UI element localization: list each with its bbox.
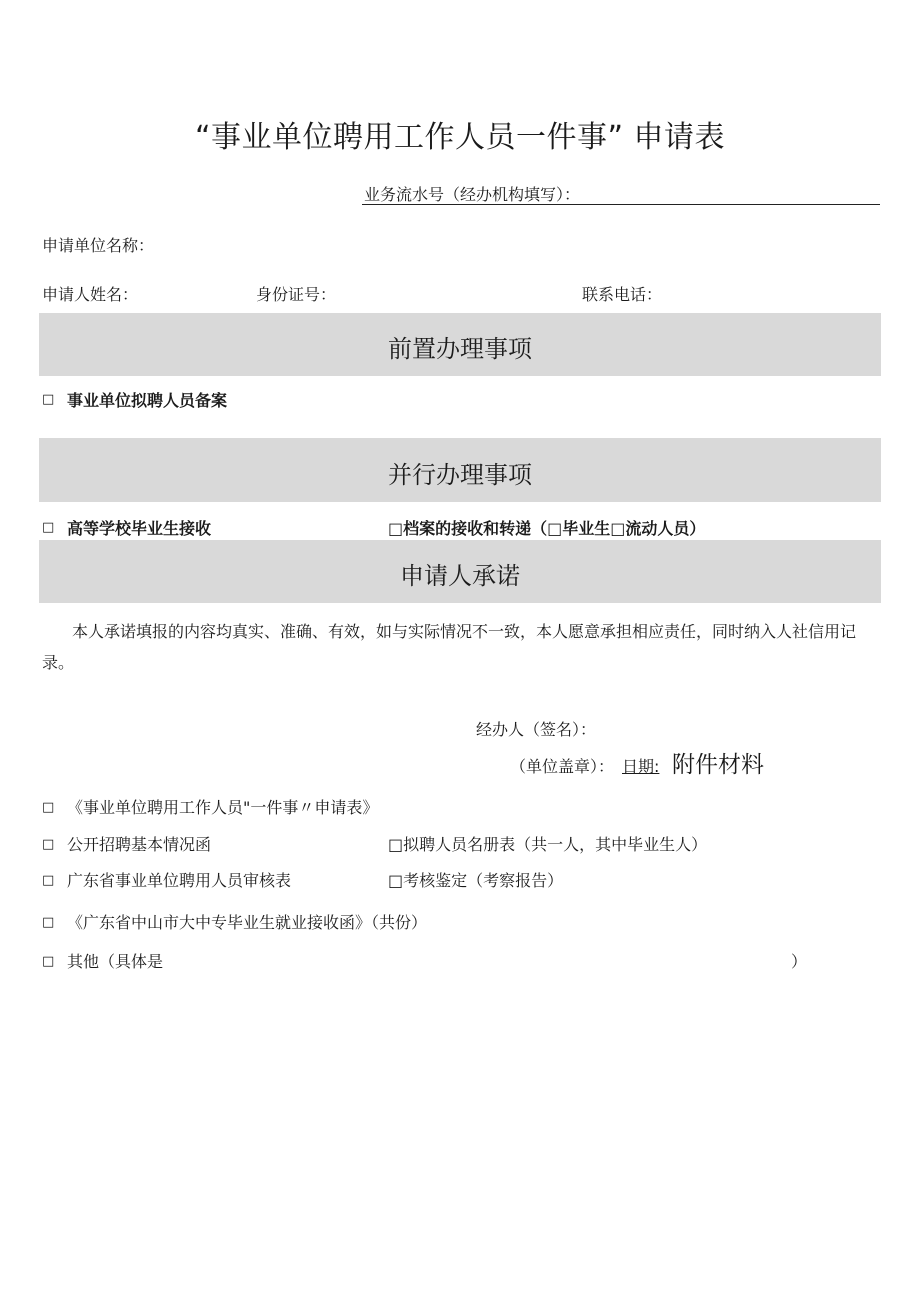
checkbox-attachment-review-form[interactable]: □ [42, 873, 55, 888]
attachment-other-close-paren: ） [791, 952, 808, 971]
date-label: 日期: [622, 757, 660, 776]
checkbox-attachment-application-form[interactable]: □ [42, 800, 55, 815]
attachment-assessment-report[interactable]: □考核鉴定（考察报告） [388, 871, 564, 890]
checkbox-pre-filing[interactable]: □ [42, 392, 55, 407]
section-parallel-title: 并行办理事项 [388, 460, 532, 489]
section-promise-title: 申请人承诺 [400, 562, 520, 590]
serial-number-label: 业务流水号（经办机构填写）： [364, 185, 581, 204]
phone-label: 联系电话： [582, 285, 663, 304]
checkbox-attachment-other[interactable]: □ [42, 954, 55, 969]
attachment-acceptance-letter-label: 《广东省中山市大中专毕业生就业接收函》（共份） [67, 913, 428, 932]
attachment-application-form-label: 《事业单位聘用工作人员"一件事〃申请表》 [67, 798, 379, 817]
promise-paragraph: 本人承诺填报的内容均真实、准确、有效，如与实际情况不一致，本人愿意承担相应责任，同时纳入人社信用记录。 [42, 622, 857, 672]
checkbox-attachment-acceptance-letter[interactable]: □ [42, 915, 55, 930]
unit-name-label: 申请单位名称： [42, 236, 155, 255]
attachments-heading: 附件材料 [672, 752, 764, 778]
attachment-review-form-label: 广东省事业单位聘用人员审核表 [67, 871, 292, 890]
section-pre-title: 前置办理事项 [388, 335, 532, 363]
attachment-candidate-roster[interactable]: □拟聘人员名册表（共一人，其中毕业生人） [388, 835, 708, 854]
unit-seal-label: （单位盖章）： [510, 757, 615, 776]
pre-item-filing-label: 事业单位拟聘人员备案 [67, 391, 228, 410]
attachment-recruitment-letter-label: 公开招聘基本情况函 [67, 835, 212, 854]
parallel-item-graduate-label: 高等学校毕业生接收 [67, 519, 212, 538]
section-applicant-promise [39, 540, 881, 603]
section-pre-handling [39, 313, 881, 376]
parallel-item-archive-transfer[interactable]: □档案的接收和转递（□毕业生□流动人员） [388, 519, 706, 538]
attachment-other-label: 其他（具体是 [67, 952, 164, 971]
section-parallel-handling [39, 438, 881, 502]
checkbox-graduate-intake[interactable]: □ [42, 520, 55, 535]
id-number-label: 身份证号： [256, 285, 337, 304]
handler-signature-label: 经办人（签名）： [476, 720, 597, 739]
serial-number-line[interactable] [362, 204, 880, 205]
checkbox-attachment-recruitment-letter[interactable]: □ [42, 837, 55, 852]
page-title: “事业单位聘用工作人员一件事” 申请表 [194, 120, 726, 155]
applicant-name-label: 申请人姓名： [42, 285, 139, 304]
